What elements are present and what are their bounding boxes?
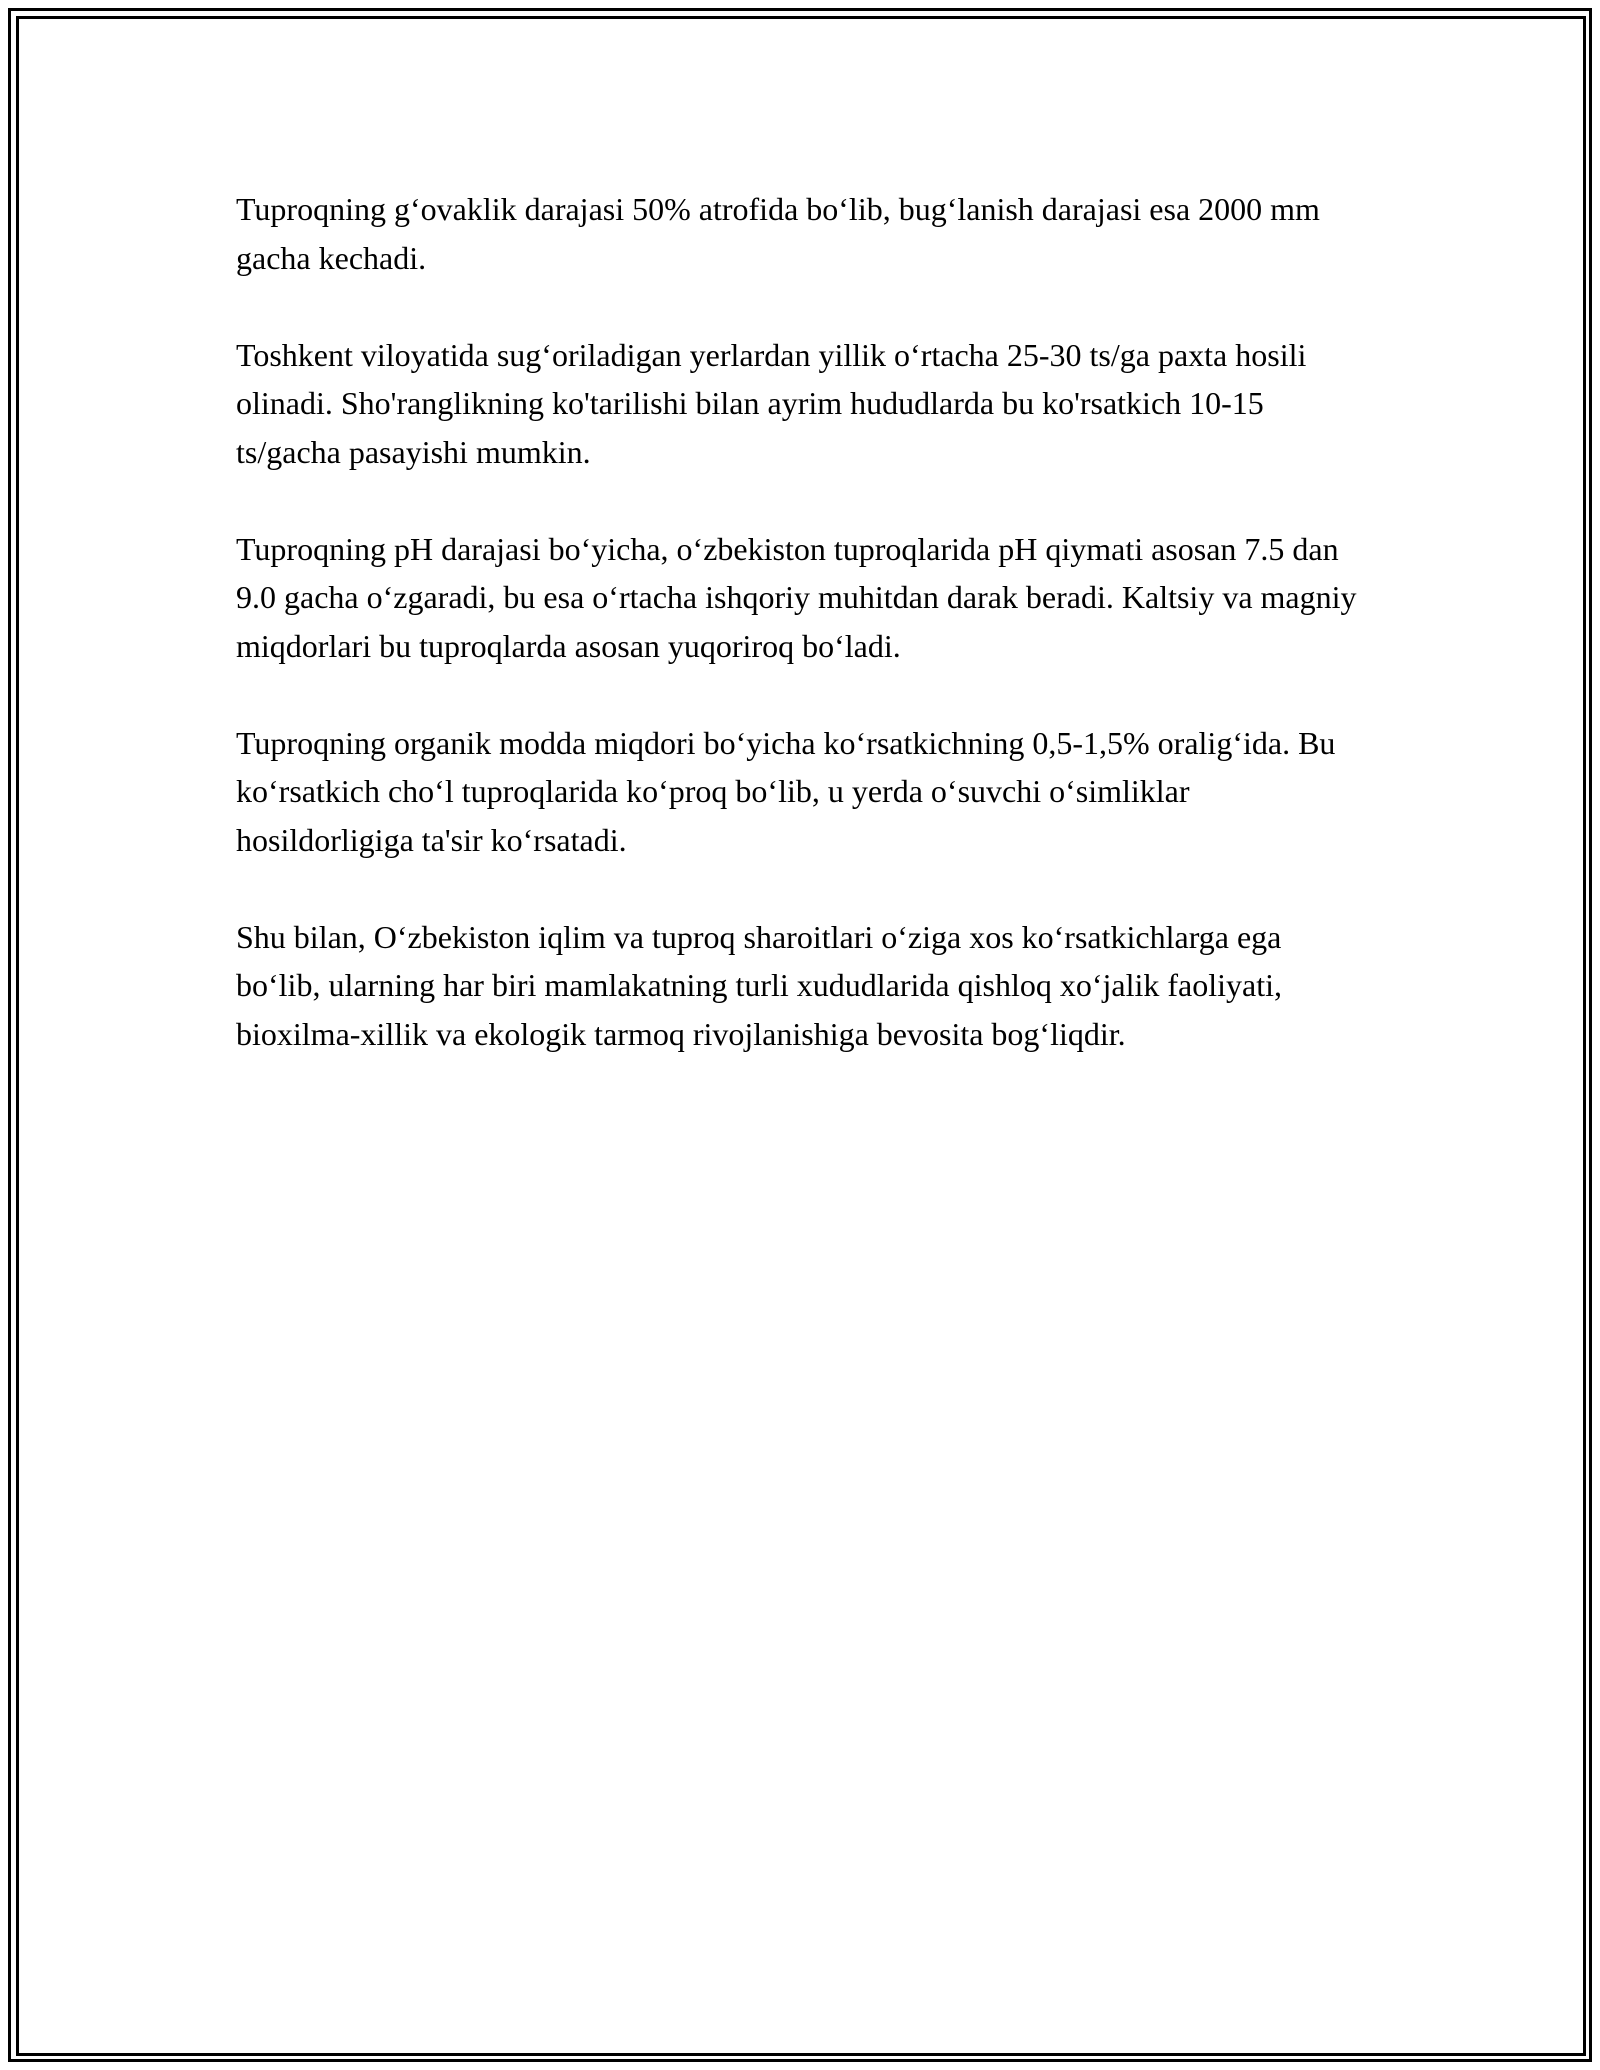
- paragraph-organic-matter: Tuproqning organik modda miqdori bo‘yicha ko‘rsatkichning 0,5-1,5% oralig‘ida. Bu ko‘rsatkich cho‘l tuproqlarida ko‘proq bo‘lib, u yerda o‘suvchi o‘simliklar hosildorligiga ta'sir ko‘rsatadi.: [236, 724, 1336, 858]
- document-body: [236, 185, 1366, 1107]
- paragraph-soil-ph: Tuproqning pH darajasi bo‘yicha, o‘zbekiston tuproqlarida pH qiymati asosan 7.5 dan 9.0 gacha o‘zgaradi, bu esa o‘rtacha ishqoriy muhitdan darak beradi. Kaltsiy va magniy miqdorlari bu tuproqlarda asosan yuqoriroq bo‘ladi.: [236, 530, 1357, 664]
- paragraph-cotton-yield: Toshkent viloyatida sug‘oriladigan yerlardan yillik o‘rtacha 25-30 ts/ga paxta hosili olinadi. Sho'ranglikning ko'tarilishi bilan ayrim hududlarda bu ko'rsatkich 10-15 ts/gacha pasayishi mumkin.: [236, 336, 1307, 470]
- paragraph-porosity: Tuproqning g‘ovaklik darajasi 50% atrofida bo‘lib, bug‘lanish darajasi esa 2000 mm gacha kechadi.: [236, 191, 1320, 276]
- paragraph-conclusion: Shu bilan, O‘zbekiston iqlim va tuproq sharoitlari o‘ziga xos ko‘rsatkichlarga ega bo‘lib, ularning har biri mamlakatning turli xududlarida qishloq xo‘jalik faoliyati, bioxilma-xillik va ekologik tarmoq rivojlanishiga bevosita bog‘liqdir.: [236, 918, 1282, 1052]
